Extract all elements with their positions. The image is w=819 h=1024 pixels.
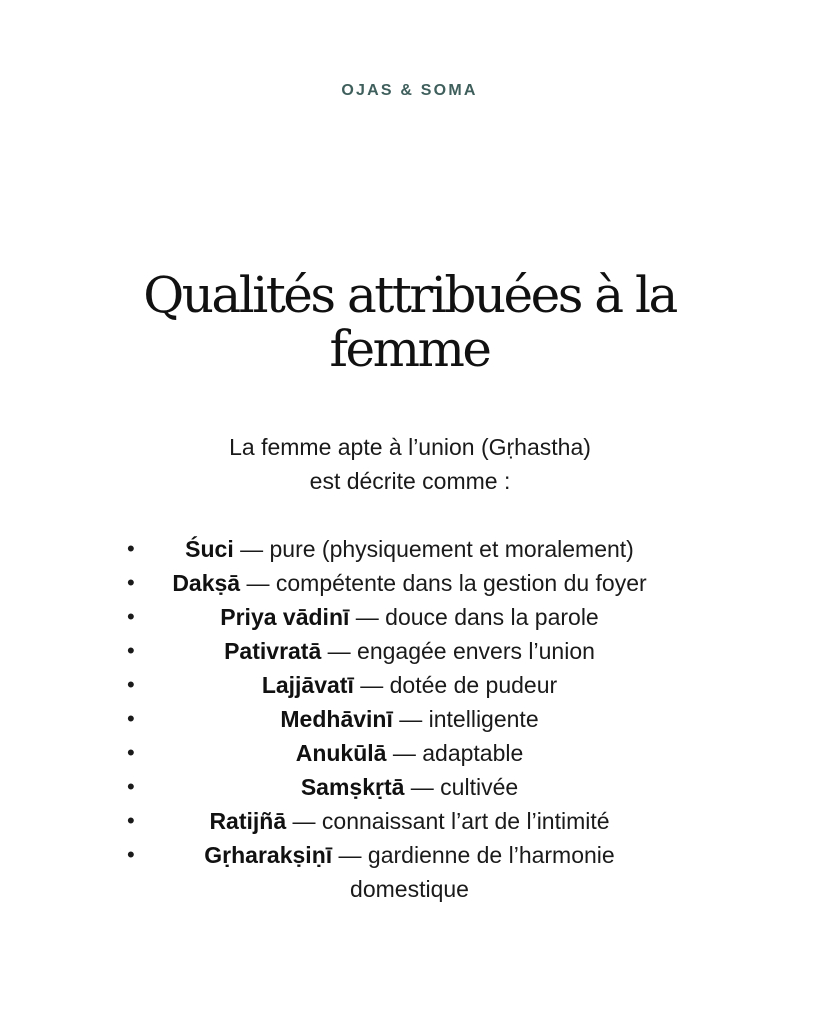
quality-item [0,702,819,736]
page-title: Qualités attribuées à la femme [143,266,676,378]
quality-description: — gardienne de l’harmonie domestique [332,842,615,902]
quality-item [0,736,819,770]
quality-term: Dakṣā [172,570,241,596]
quality-description: — compétente dans la gestion du foyer [240,570,647,596]
intro-text [110,430,710,498]
qualities-list [0,532,819,906]
bullet-icon: • [127,774,135,799]
quality-description: — connaissant l’art de l’intimité [286,808,610,834]
bullet-icon: • [127,706,135,731]
bullet-icon: • [127,604,135,629]
quality-description: — cultivée [404,774,519,800]
quality-item [0,566,819,600]
quality-item [0,804,819,838]
quality-description: — dotée de pudeur [353,672,558,698]
quality-term: Medhāvinī [280,706,393,732]
intro-line-2: est décrite comme : [309,468,511,494]
quality-description: — douce dans la parole [349,604,599,630]
quality-description: — pure (physiquement et moralement) [233,536,634,562]
quality-description: — intelligente [392,706,539,732]
quality-term: Samṣkṛtā [300,774,405,800]
quality-item [0,770,819,804]
bullet-icon: • [127,842,135,867]
quality-term: Anukūlā [295,740,387,766]
quality-term: Śuci [185,536,234,562]
quality-description: — adaptable [386,740,524,766]
bullet-icon: • [127,808,135,833]
bullet-icon: • [127,740,135,765]
quality-term: Gṛharakṣiṇī [204,842,333,868]
quality-item [0,634,819,668]
bullet-icon: • [127,536,135,561]
quality-item [0,600,819,634]
quality-item [0,532,819,566]
quality-item [0,838,819,906]
quality-term: Pativratā [224,638,322,664]
bullet-icon: • [127,638,135,663]
quality-item [0,668,819,702]
quality-term: Ratijñā [209,808,287,834]
quality-term: Lajjāvatī [261,672,354,698]
quality-term: Priya vādinī [220,604,350,630]
bullet-icon: • [127,672,135,697]
intro-line-1: La femme apte à l’union (Gṛhastha) [229,434,591,460]
bullet-icon: • [127,570,135,595]
brand-name: OJAS & SOMA [341,82,478,99]
quality-description: — engagée envers l’union [321,638,595,664]
